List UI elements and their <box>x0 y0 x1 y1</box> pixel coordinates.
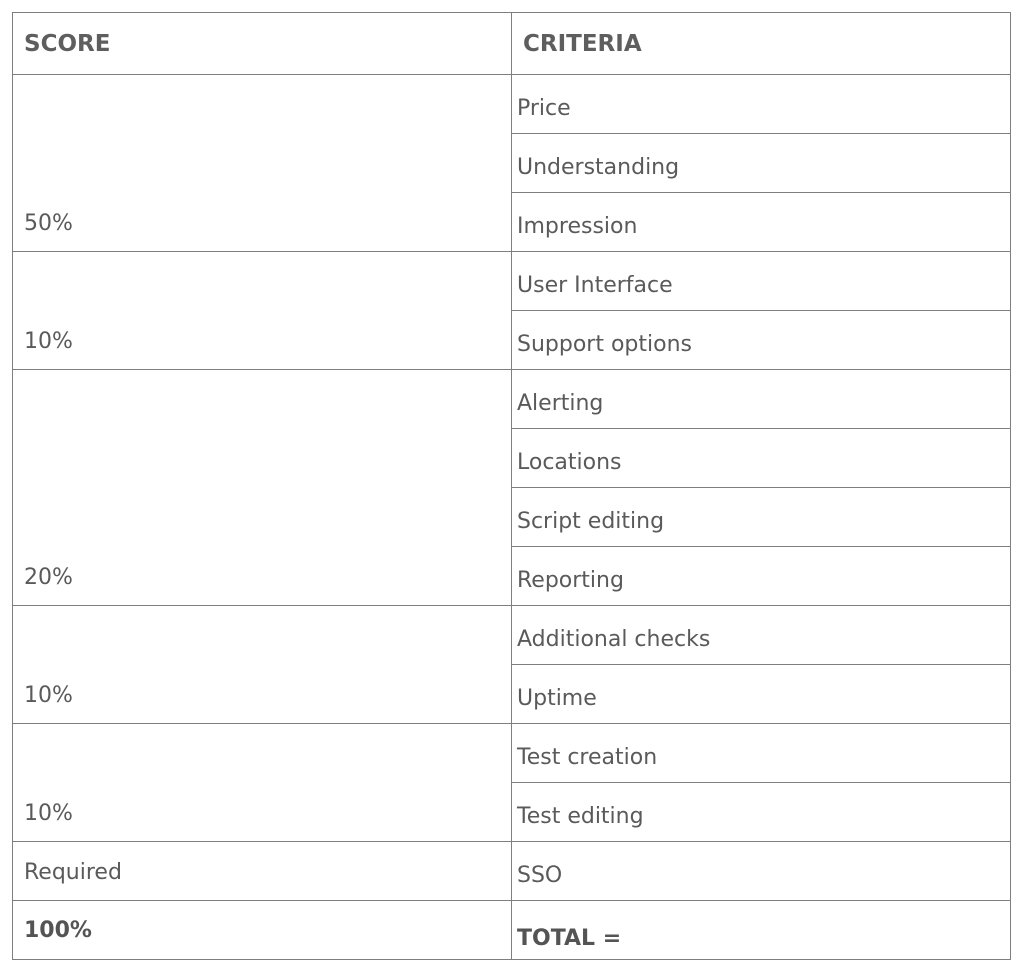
score-cell: 10% <box>13 252 512 370</box>
table-row <box>13 724 1011 783</box>
criteria-cell: User Interface <box>512 252 1011 311</box>
criteria-cell: Additional checks <box>512 606 1011 665</box>
criteria-header: CRITERIA <box>512 13 1011 75</box>
criteria-cell: Price <box>512 75 1011 134</box>
scoring-table <box>12 12 1011 960</box>
criteria-cell: Uptime <box>512 665 1011 724</box>
total-row <box>13 901 1011 960</box>
criteria-cell: Understanding <box>512 134 1011 193</box>
score-cell: 10% <box>13 724 512 842</box>
score-cell: 10% <box>13 606 512 724</box>
criteria-cell: Test editing <box>512 783 1011 842</box>
total-criteria-cell: TOTAL = <box>512 901 1011 960</box>
score-header: SCORE <box>13 13 512 75</box>
criteria-cell: Reporting <box>512 547 1011 606</box>
criteria-cell: Script editing <box>512 488 1011 547</box>
score-cell: 20% <box>13 370 512 606</box>
score-cell: Required <box>13 842 512 901</box>
criteria-cell: Test creation <box>512 724 1011 783</box>
table-row <box>13 75 1011 134</box>
header-row <box>13 13 1011 75</box>
table-row <box>13 370 1011 429</box>
table-row <box>13 606 1011 665</box>
total-score-cell: 100% <box>13 901 512 960</box>
criteria-cell: Alerting <box>512 370 1011 429</box>
criteria-cell: Locations <box>512 429 1011 488</box>
table-row <box>13 252 1011 311</box>
criteria-cell: Impression <box>512 193 1011 252</box>
criteria-cell: SSO <box>512 842 1011 901</box>
table-row <box>13 842 1011 901</box>
score-cell: 50% <box>13 75 512 252</box>
criteria-cell: Support options <box>512 311 1011 370</box>
